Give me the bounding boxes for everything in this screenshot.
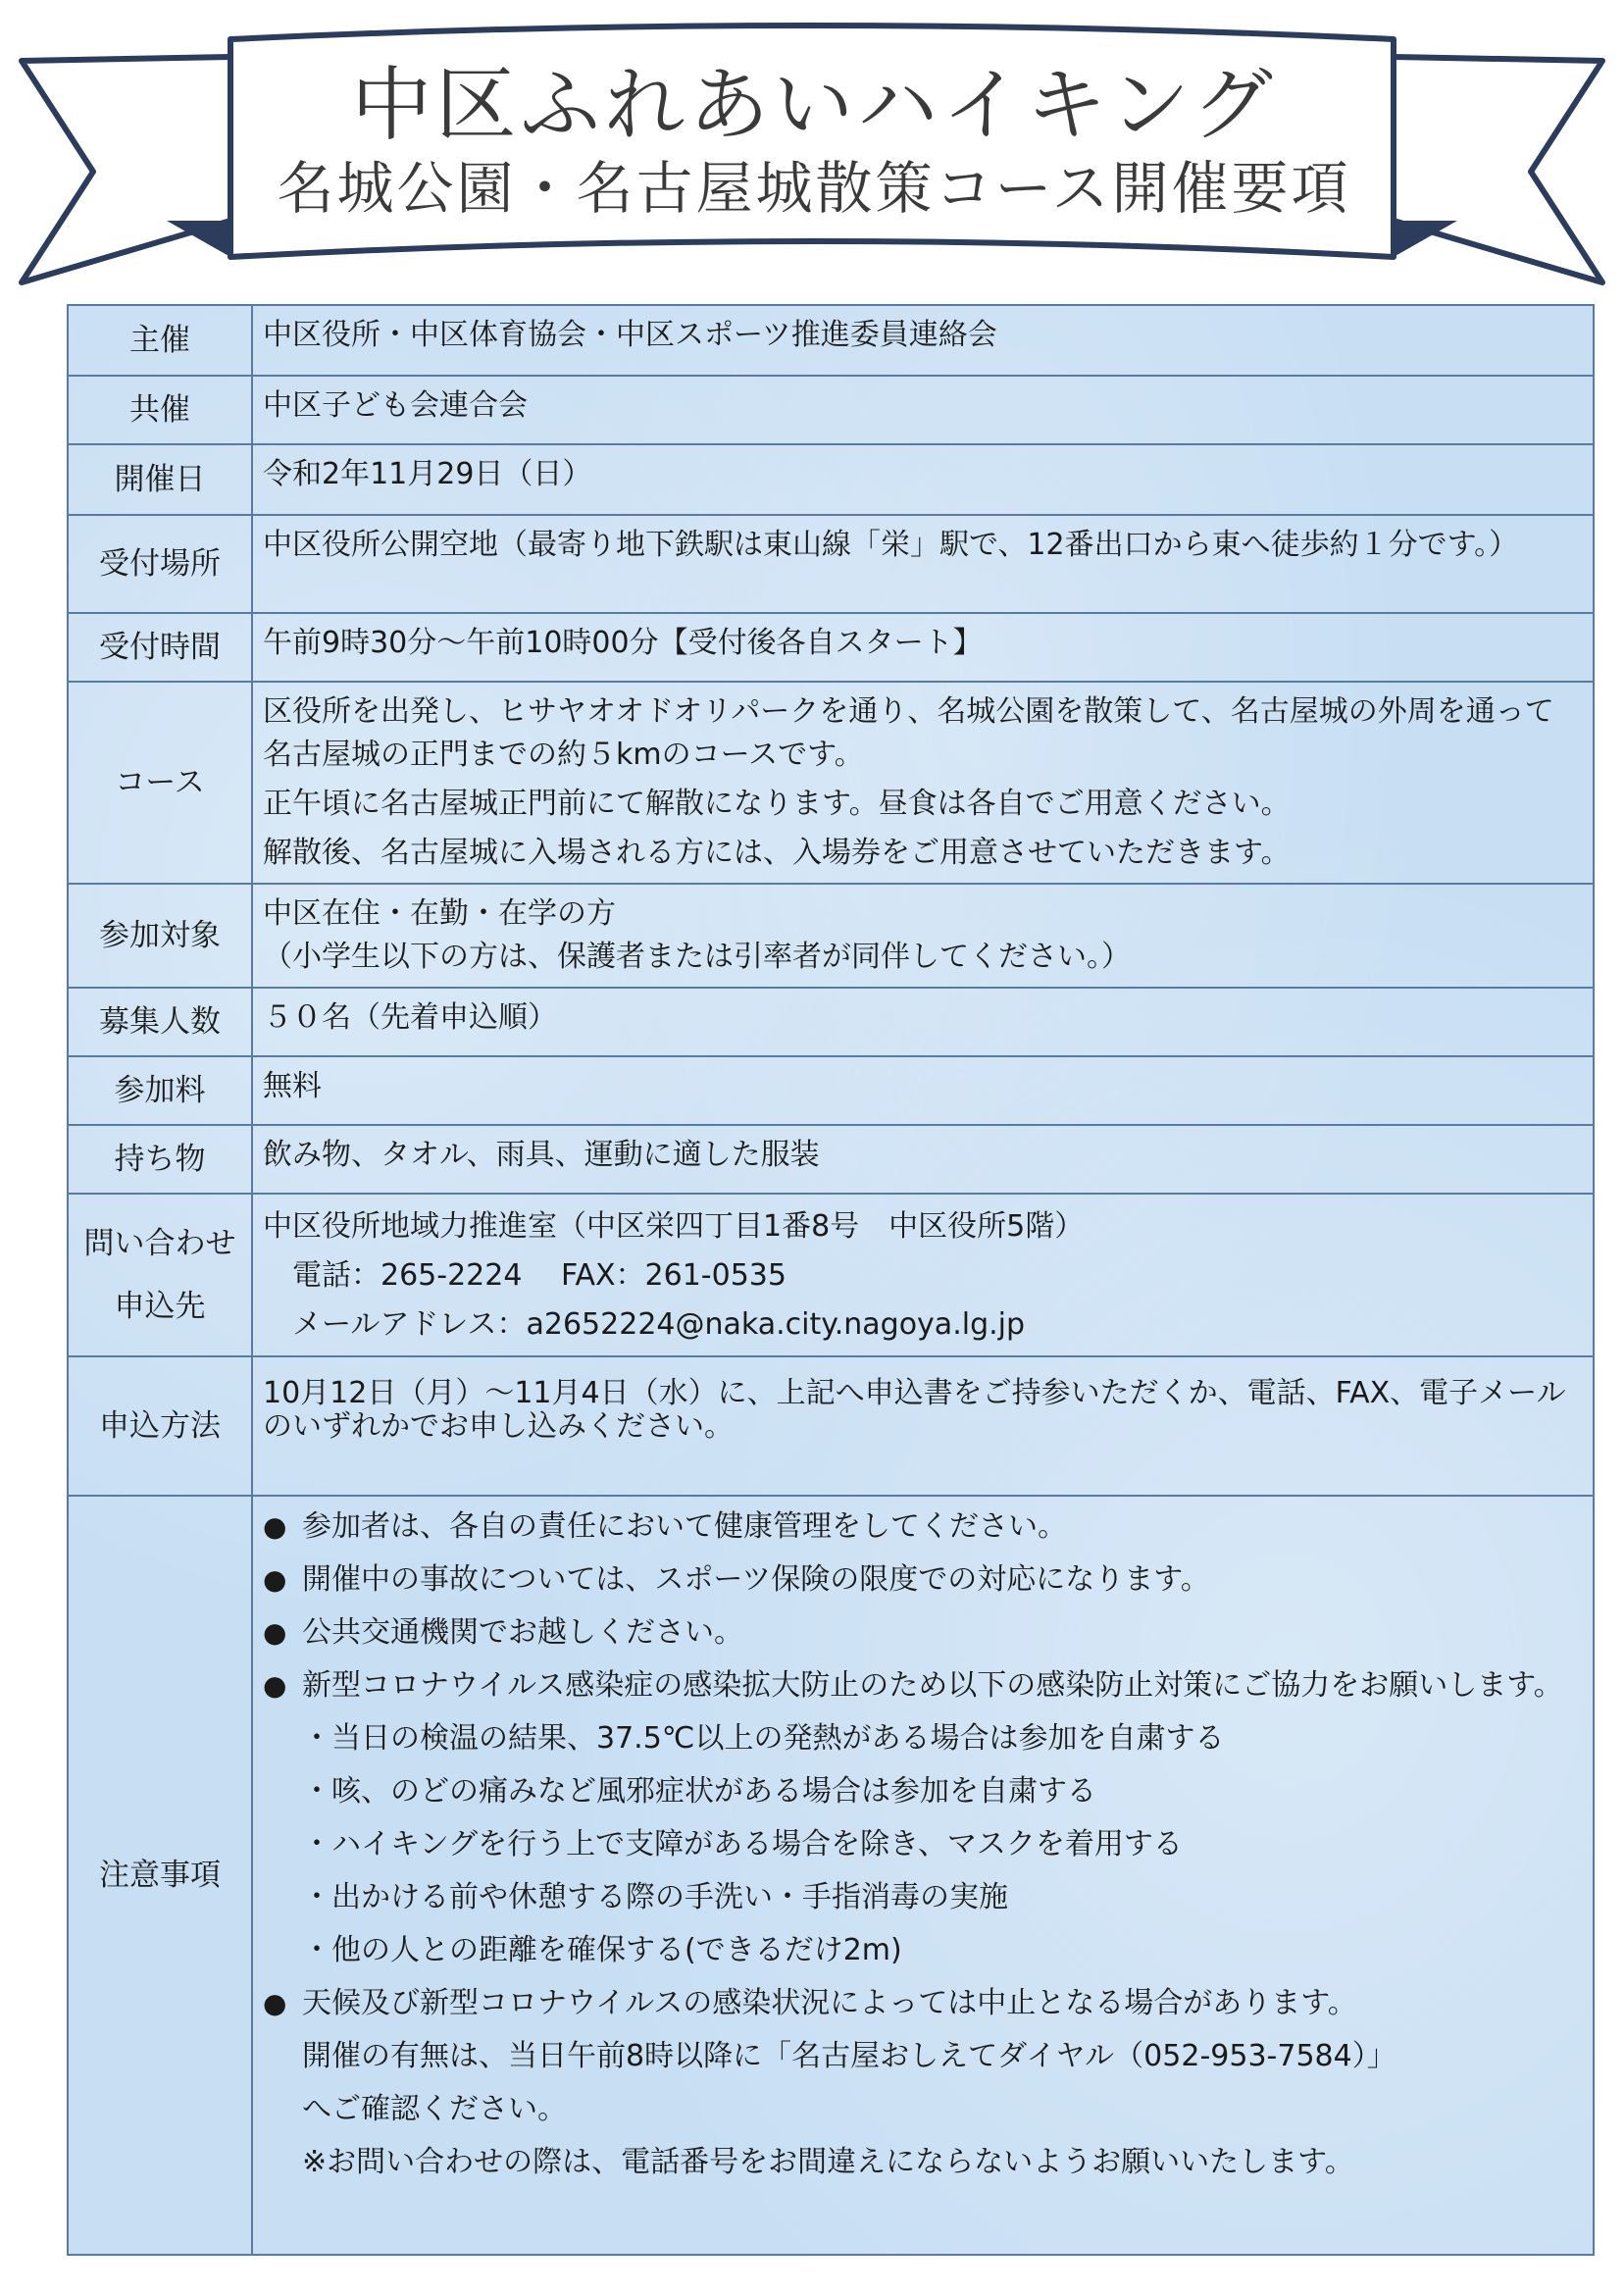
event-info-table <box>67 304 1595 2256</box>
table-row-capacity <box>68 988 1594 1056</box>
table-row-co-organizer <box>68 376 1594 444</box>
table-row-notes <box>68 1496 1594 2255</box>
belongings-value: 飲み物、タオル、雨具、運動に適した服装 <box>252 1125 1594 1194</box>
sub-list-item: ・咳、のどの痛みなど風邪症状がある場合は参加を自粛する <box>302 1774 1096 1809</box>
row-label: 主催 <box>68 305 252 376</box>
co-organizer-value: 中区子ども会連合会 <box>252 376 1594 444</box>
note-text: 開催中の事故については、スポーツ保険の限度での対応になります。 <box>302 1562 1210 1597</box>
table-row-organizer <box>68 305 1594 376</box>
page-subtitle: 名城公園・名古屋城散策コース開催要項 <box>277 155 1351 222</box>
sub-list-item: ・ハイキングを行う上で支障がある場合を除き、マスクを着用する <box>302 1827 1183 1861</box>
contact-email: メールアドレス：a2652224@naka.city.nagoya.lg.jp <box>292 1307 1026 1342</box>
title-banner <box>0 0 1624 294</box>
eligibility-value <box>252 884 1594 988</box>
date-value: 令和2年11月29日（日） <box>252 444 1594 515</box>
list-item <box>263 1554 1581 1606</box>
note-text: 参加者は、各自の責任において健康管理をしてください。 <box>302 1509 1067 1544</box>
note-continuation: へご確認ください。 <box>302 2092 567 2126</box>
sub-list-item: ・当日の検温の結果、37.5℃以上の発熱がある場合は参加を自粛する <box>302 1721 1225 1756</box>
table-row-eligibility <box>68 884 1594 988</box>
apply-method-text: 10月12日（月）～11月4日（水）に、上記へ申込書をご持参いただくか、電話、FAX、電子メールのいずれかでお申し込みください。 <box>263 1376 1566 1444</box>
row-label: 共催 <box>68 376 252 444</box>
list-item <box>263 1606 1581 1659</box>
row-label: 申込先 <box>114 1289 206 1324</box>
list-item <box>263 1501 1581 1554</box>
row-label: 参加対象 <box>68 884 252 988</box>
table-row-contact <box>68 1194 1594 1356</box>
fee-value: 無料 <box>252 1056 1594 1125</box>
note-text: 新型コロナウイルス感染症の感染拡大防止のため以下の感染防止対策にご協力をお願いします。 <box>302 1668 1563 1703</box>
capacity-value: ５０名（先着申込順） <box>252 988 1594 1056</box>
table-row-date <box>68 444 1594 515</box>
row-label: 参加料 <box>68 1056 252 1125</box>
row-label: 注意事項 <box>68 1496 252 2255</box>
note-text: 公共交通機関でお越しください。 <box>302 1615 743 1650</box>
bullet-icon: ● <box>263 1563 287 1596</box>
list-item <box>263 1659 1581 1712</box>
note-continuation: 開催の有無は、当日午前8時以降に「名古屋おしえてダイヤル（052-953-7584）」 <box>302 2039 1396 2073</box>
table-row-reception-time <box>68 613 1594 682</box>
apply-method-value <box>252 1356 1594 1496</box>
bullet-icon: ● <box>263 1987 287 2019</box>
row-label: 問い合わせ <box>83 1226 236 1261</box>
table-row-apply-method <box>68 1356 1594 1496</box>
reception-place-value <box>252 515 1594 613</box>
contact-value <box>252 1194 1594 1356</box>
contact-office: 中区役所地域力推進室（中区栄四丁目1番8号 中区役所5階） <box>263 1209 1085 1244</box>
course-value <box>252 682 1594 884</box>
row-label: 受付時間 <box>68 613 252 682</box>
contact-label <box>68 1194 252 1356</box>
reception-time-value: 午前9時30分～午前10時00分【受付後各自スタート】 <box>252 613 1594 682</box>
eligibility-line: 中区在住・在勤・在学の方 <box>263 896 616 931</box>
row-label: 募集人数 <box>68 988 252 1056</box>
list-item <box>263 1977 1581 2030</box>
note-continuation: ※お問い合わせの際は、電話番号をお間違えにならないようお願いいたします。 <box>302 2145 1354 2179</box>
bullet-icon: ● <box>263 1669 287 1702</box>
table-row-reception-place <box>68 515 1594 613</box>
contact-phone-fax: 電話：265-2224 FAX：261-0535 <box>292 1258 787 1293</box>
course-line: 正午頃に名古屋城正門前にて解散になります。昼食は各自でご用意ください。 <box>263 787 1291 821</box>
row-label: 持ち物 <box>68 1125 252 1194</box>
table-row-fee <box>68 1056 1594 1125</box>
organizer-value: 中区役所・中区体育協会・中区スポーツ推進委員連絡会 <box>252 305 1594 376</box>
notes-value <box>252 1496 1594 2255</box>
row-label: 申込方法 <box>68 1356 252 1496</box>
sub-list-item: ・出かける前や休憩する際の手洗い・手指消毒の実施 <box>302 1880 1008 1914</box>
eligibility-note: （小学生以下の方は、保護者または引率者が同伴してください。） <box>263 940 1131 974</box>
bullet-icon: ● <box>263 1616 287 1649</box>
page-title: 中区ふれあいハイキング <box>351 59 1277 152</box>
row-label: 受付場所 <box>68 515 252 613</box>
course-line: 解散後、名古屋城に入場される方には、入場券をご用意させていただきます。 <box>263 836 1291 870</box>
sub-list-item: ・他の人との距離を確保する(できるだけ2m) <box>302 1933 902 1967</box>
note-text: 天候及び新型コロナウイルスの感染状況によっては中止となる場合があります。 <box>302 1986 1357 2020</box>
table-row-course <box>68 682 1594 884</box>
bullet-icon: ● <box>263 1510 287 1543</box>
row-label: 開催日 <box>68 444 252 515</box>
course-line: 区役所を出発し、ヒサヤオオドオリパークを通り、名城公園を散策して、名古屋城の外周を通って名古屋城の正門までの約５kmのコースです。 <box>263 694 1554 772</box>
row-label: コース <box>68 682 252 884</box>
reception-place-text: 中区役所公開空地（最寄り地下鉄駅は東山線「栄」駅で、12番出口から東へ徒歩約１分です。） <box>263 528 1519 562</box>
table-row-belongings <box>68 1125 1594 1194</box>
